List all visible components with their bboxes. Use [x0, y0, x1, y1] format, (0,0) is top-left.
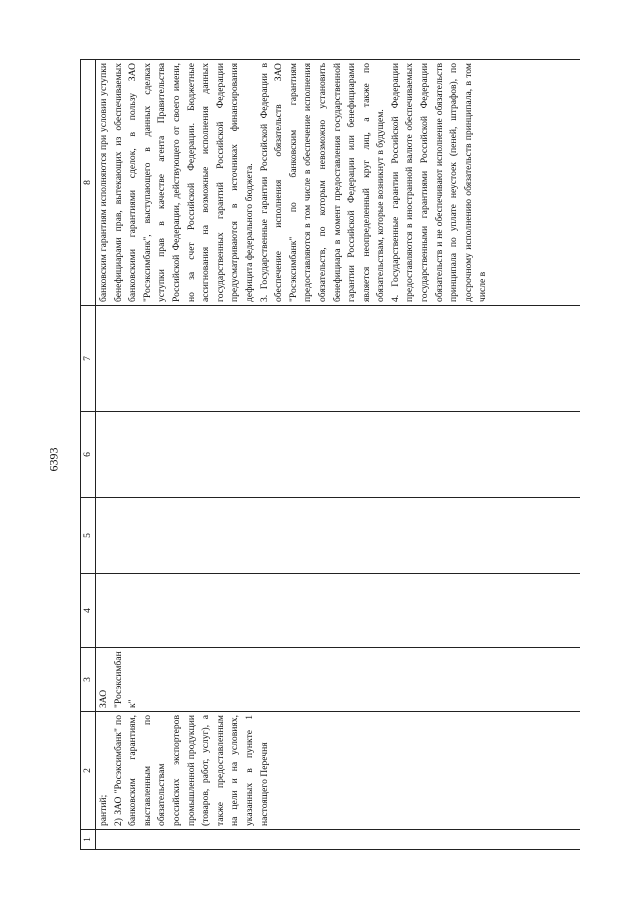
principal-text: ЗАО "Росэксимбанк" — [98, 651, 139, 708]
column-number-5: 5 — [81, 498, 96, 574]
column-number-row — [81, 60, 96, 850]
cell-conditions — [96, 60, 581, 306]
cell-principal — [96, 648, 581, 712]
guarantee-description-text: рантий; 2) ЗАО "Росэксимбанк" по банковским гарантиям, выставленным по обязательствам российских экспортеров промышленной продукции (товаров, работ, услуг), а также предоставленным на цели и на условиях, указанных в пункте 1 настоящего Перечня — [98, 715, 270, 826]
column-number-7: 7 — [81, 306, 96, 412]
table-row — [96, 60, 581, 850]
cell-col-5 — [96, 498, 581, 574]
table-container — [80, 60, 580, 850]
perechen-table — [80, 59, 580, 850]
column-number-1: 1 — [81, 830, 96, 850]
cell-col-7 — [96, 306, 581, 412]
conditions-text: банковским гарантиям исполняются при условии уступки бенефициарами прав, вытекающих из обеспечиваемых банковскими гарантиями сделок, в пользу ЗАО "Росэксимбанк", выступающего в данных сделках уступки прав в качестве агента Правительства Российской Федерации, действующего от своего имени, но за счет Российской Федерации. Бюджетные ассигнования на возможные исполнения данных государственных гарантий Российской Федерации предусматриваются в источниках финансирования дефицита федерального бюджета. 3. Государственные гарантии Российской Федерации в обеспечение исполнения обязательств ЗАО "Росэксимбанк" по банковским гарантиям предоставляются в том числе в обеспечение исполнения обязательств, по которым невозможно установить бенефициара в момент предоставления государственной гарантии Российской Федерации или бенефициарами является неопределенный круг лиц, а также по обязательствам, которые возникнут в будущем. 4. Государственные гарантии Российской Федерации предоставляются в иностранной валюте обеспечиваемых государственными гарантиями Российской Федерации обязательств и не обеспечивают исполнение обязательств принципала по уплате неустоек (пеней, штрафов), по досрочному исполнению обязательств принципала, в том числе в — [98, 63, 489, 302]
column-number-2: 2 — [81, 712, 96, 830]
cell-guarantee-description — [96, 712, 581, 830]
cell-col-6 — [96, 412, 581, 498]
column-number-4: 4 — [81, 574, 96, 648]
column-number-8: 8 — [81, 60, 96, 306]
page-number: 6393 — [46, 447, 61, 472]
cell-col-1 — [96, 830, 581, 850]
column-number-6: 6 — [81, 412, 96, 498]
column-number-3: 3 — [81, 648, 96, 712]
cell-col-4 — [96, 574, 581, 648]
